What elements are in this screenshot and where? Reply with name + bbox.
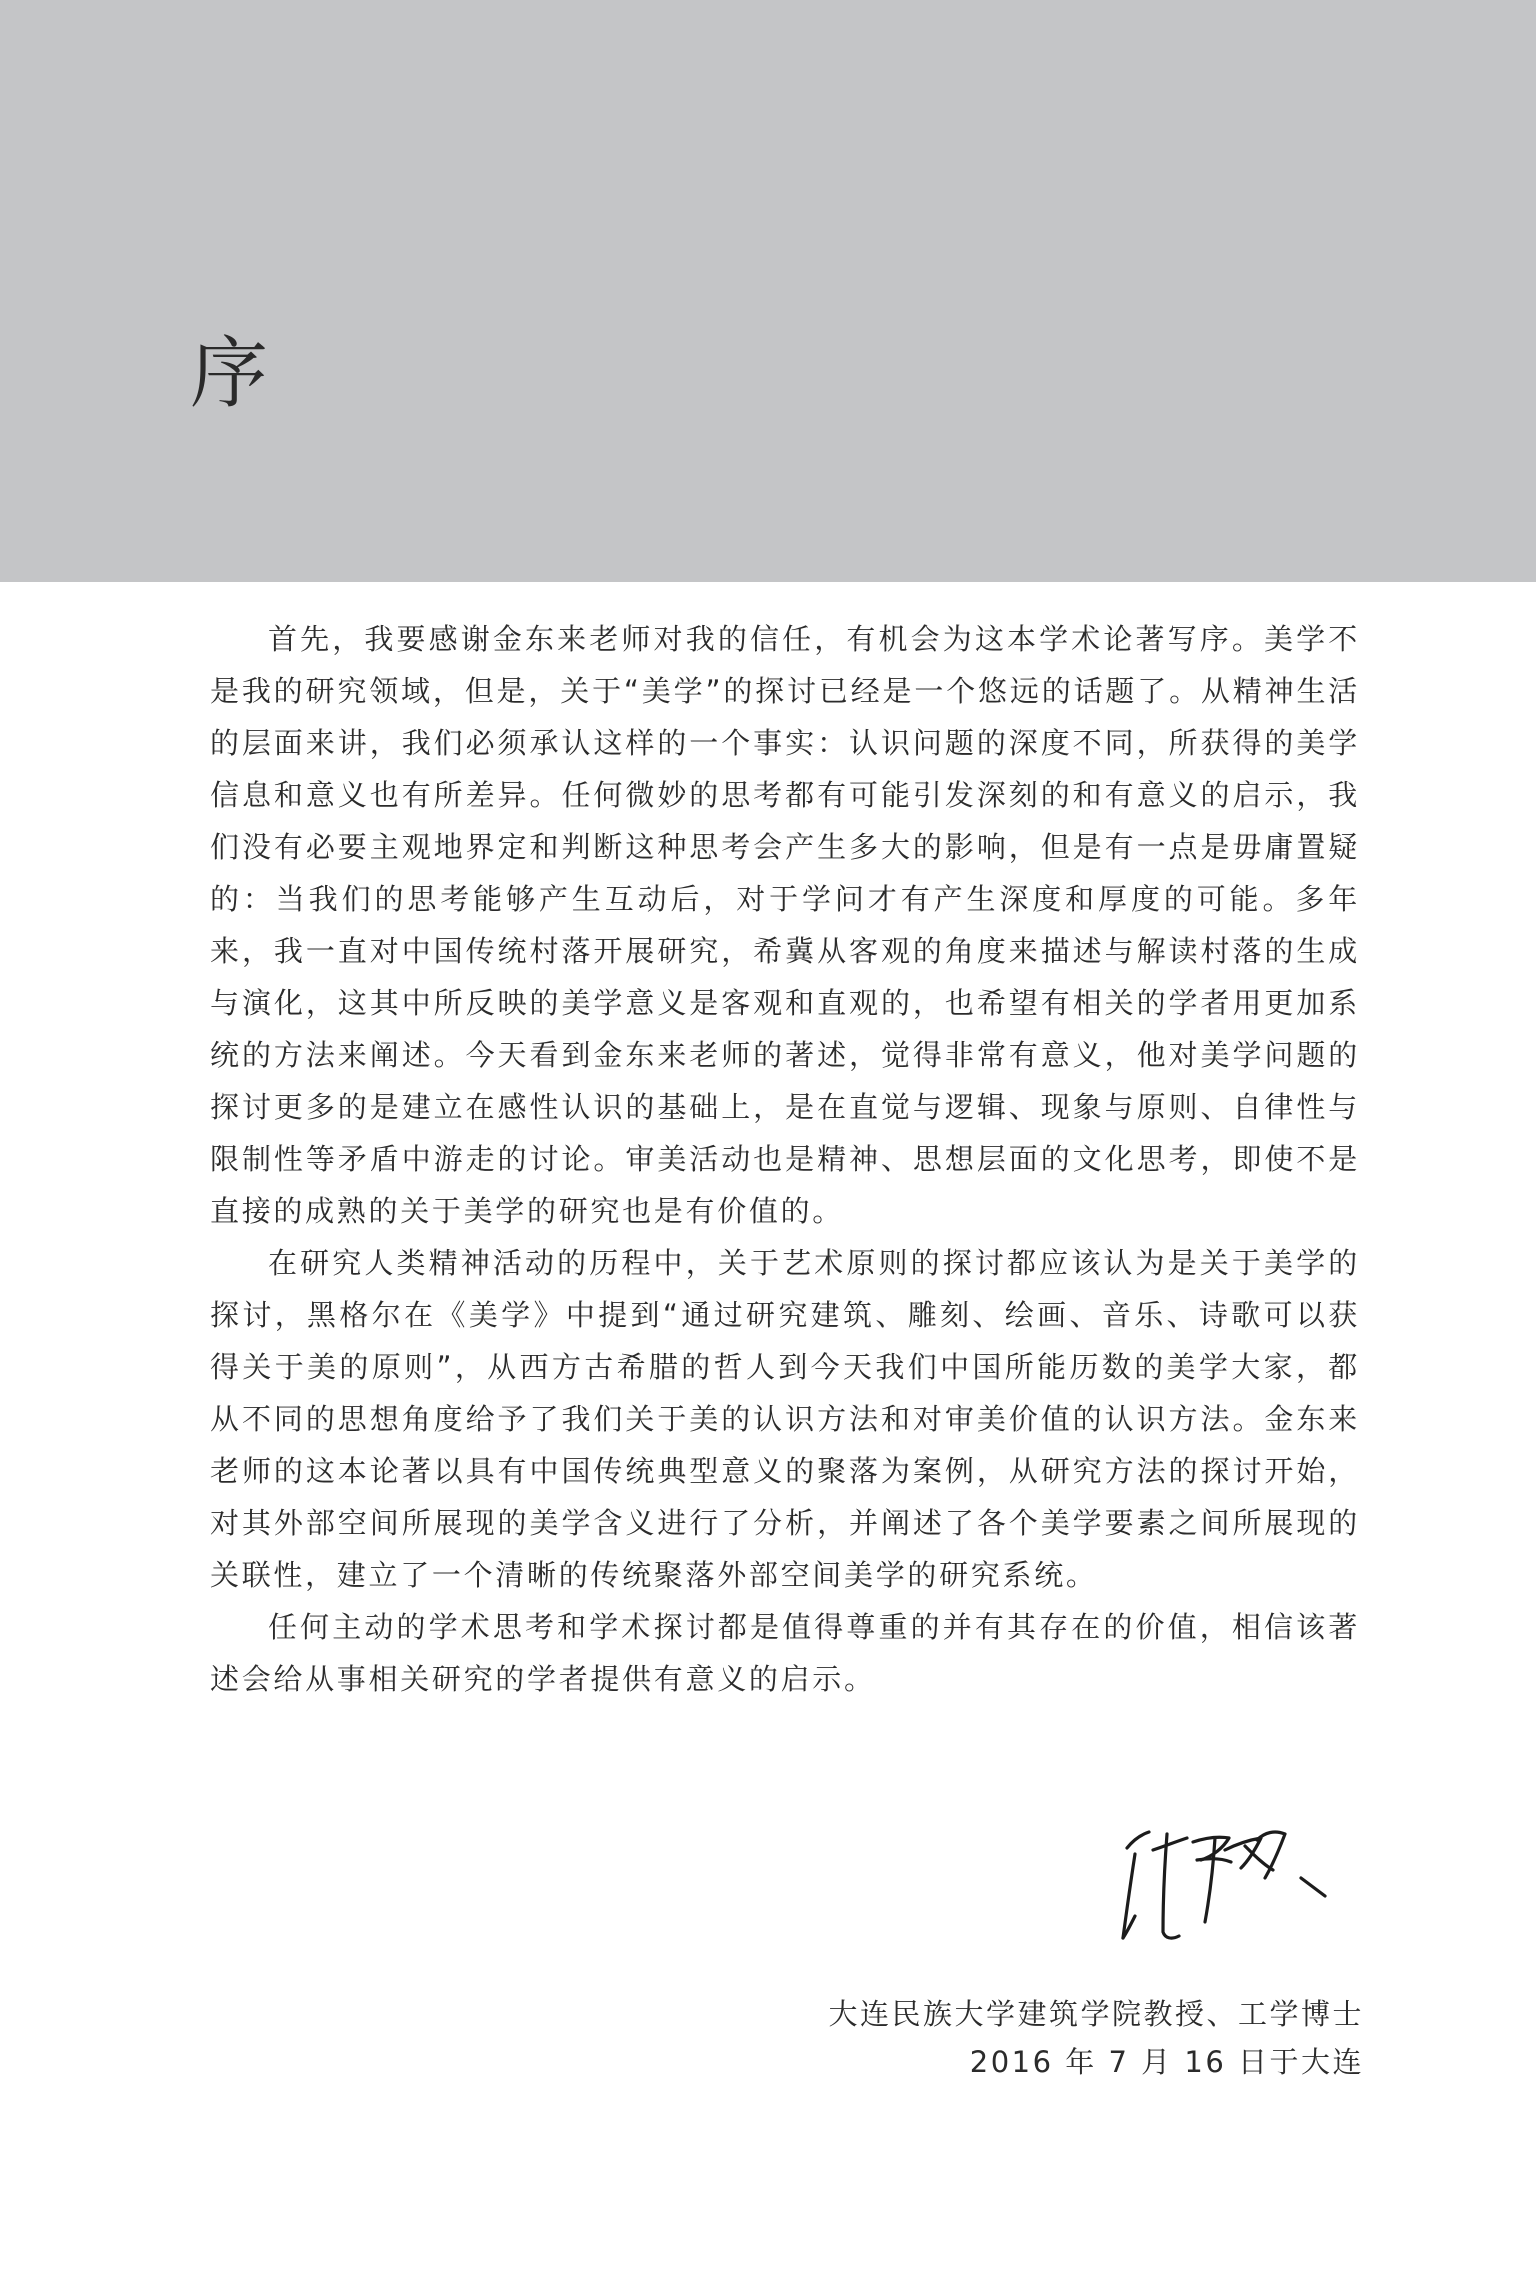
handwritten-signature bbox=[1105, 1820, 1335, 1960]
paragraph-3: 任何主动的学术思考和学术探讨都是值得尊重的并有其存在的价值，相信该著述会给从事相关研究的学者提供有意义的启示。 bbox=[210, 1610, 1360, 1696]
page-title: 序 bbox=[190, 329, 269, 419]
paragraph-2: 在研究人类精神活动的历程中，关于艺术原则的探讨都应该认为是关于美学的探讨，黑格尔在《美学》中提到“通过研究建筑、雕刻、绘画、音乐、诗歌可以获得关于美的原则”，从西方古希腊的哲人到今天我们中国所能历数的美学大家，都从不同的思想角度给予了我们关于美的认识方法和对审美价值的认识方法。金东来老师的这本论著以具有中国传统典型意义的聚落为案例，从研究方法的探讨开始，对其外部空间所展现的美学含义进行了分析，并阐述了各个美学要素之间所展现的关联性，建立了一个清晰的传统聚落外部空间美学的研究系统。 bbox=[210, 1246, 1360, 1592]
preface-body bbox=[210, 613, 1360, 1705]
author-affiliation: 大连民族大学建筑学院教授、工学博士 bbox=[828, 1997, 1364, 2031]
paragraph-1: 首先，我要感谢金东来老师对我的信任，有机会为这本学术论著写序。美学不是我的研究领域，但是，关于“美学”的探讨已经是一个悠远的话题了。从精神生活的层面来讲，我们必须承认这样的一个事实：认识问题的深度不同，所获得的美学信息和意义也有所差异。任何微妙的思考都有可能引发深刻的和有意义的启示，我们没有必要主观地界定和判断这种思考会产生多大的影响，但是有一点是毋庸置疑的：当我们的思考能够产生互动后，对于学问才有产生深度和厚度的可能。多年来，我一直对中国传统村落开展研究，希冀从客观的角度来描述与解读村落的生成与演化，这其中所反映的美学意义是客观和直观的，也希望有相关的学者用更加系统的方法来阐述。今天看到金东来老师的著述，觉得非常有意义，他对美学问题的探讨更多的是建立在感性认识的基础上，是在直觉与逻辑、现象与原则、自律性与限制性等矛盾中游走的讨论。审美活动也是精神、思想层面的文化思考，即使不是直接的成熟的关于美学的研究也是有价值的。 bbox=[210, 622, 1360, 1228]
header-band bbox=[0, 0, 1536, 582]
author-signoff bbox=[828, 1990, 1364, 2086]
date-place: 2016 年 7 月 16 日于大连 bbox=[969, 2045, 1364, 2079]
